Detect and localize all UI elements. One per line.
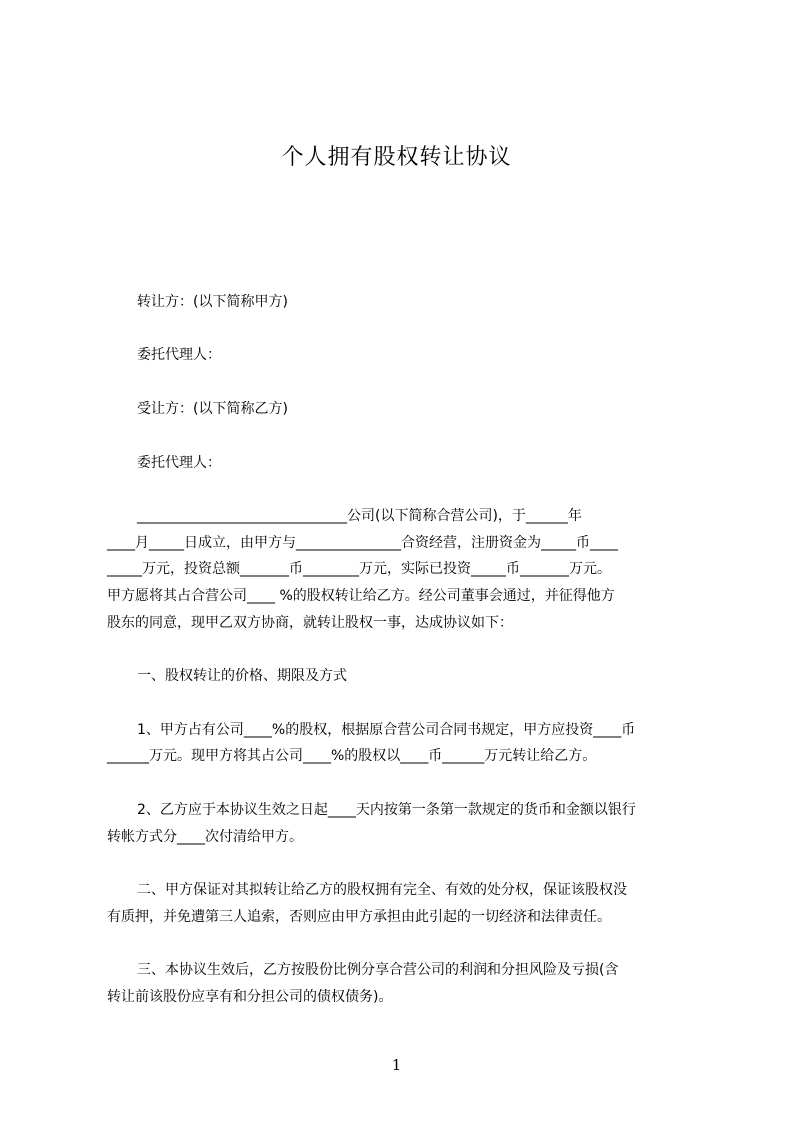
document-title: 个人拥有股权转让协议: [281, 145, 512, 170]
intro-line-3: _____万元，投资总额_______币________万元，实际已投资_____币_______万元。: [107, 561, 611, 577]
clause2-line-2: 转帐方式分____次付清给甲方。: [107, 829, 303, 845]
clause1-line-2: ______万元。现甲方将其占公司____%的股权以____币______万元转让给乙方。: [107, 748, 597, 764]
clause1-line-1: 1、甲方占有公司____%的股权，根据原合营公司合同书规定，甲方应投资____币: [137, 722, 636, 738]
transferee-line: 受让方：(以下简称乙方): [137, 401, 288, 417]
intro-line-4: 甲方愿将其占合营公司____ %的股权转让给乙方。经公司董事会通过，并征得他方: [107, 588, 615, 604]
clause2-line-1: 2、乙方应于本协议生效之日起____天内按第一条第一款规定的货币和金额以银行: [137, 802, 636, 818]
transferor-agent-line: 委托代理人：: [137, 347, 221, 363]
transferor-line: 转让方：(以下简称甲方): [137, 294, 288, 310]
intro-line-2: ____月_____日成立，由甲方与_______________合资经营，注册资金为_____币____: [107, 535, 618, 551]
page-number: 1: [391, 1056, 402, 1074]
intro-line-1: ______________________________公司(以下简称合营公司)，于______年: [137, 508, 582, 524]
section1-heading: 一、股权转让的价格、期限及方式: [137, 668, 347, 684]
section2-line-1: 二、甲方保证对其拟转让给乙方的股权拥有完全、有效的处分权，保证该股权没: [137, 882, 627, 898]
intro-line-5: 股东的同意，现甲乙双方协商，就转让股权一事，达成协议如下：: [107, 615, 513, 631]
section3-line-2: 转让前该股份应享有和分担公司的债权债务)。: [107, 989, 393, 1005]
section3-line-1: 三、本协议生效后，乙方按股份比例分享合营公司的利润和分担风险及亏损(含: [137, 962, 619, 978]
transferee-agent-line: 委托代理人：: [137, 455, 221, 471]
section2-line-2: 有质押，并免遭第三人追索，否则应由甲方承担由此引起的一切经济和法律责任。: [107, 909, 611, 925]
